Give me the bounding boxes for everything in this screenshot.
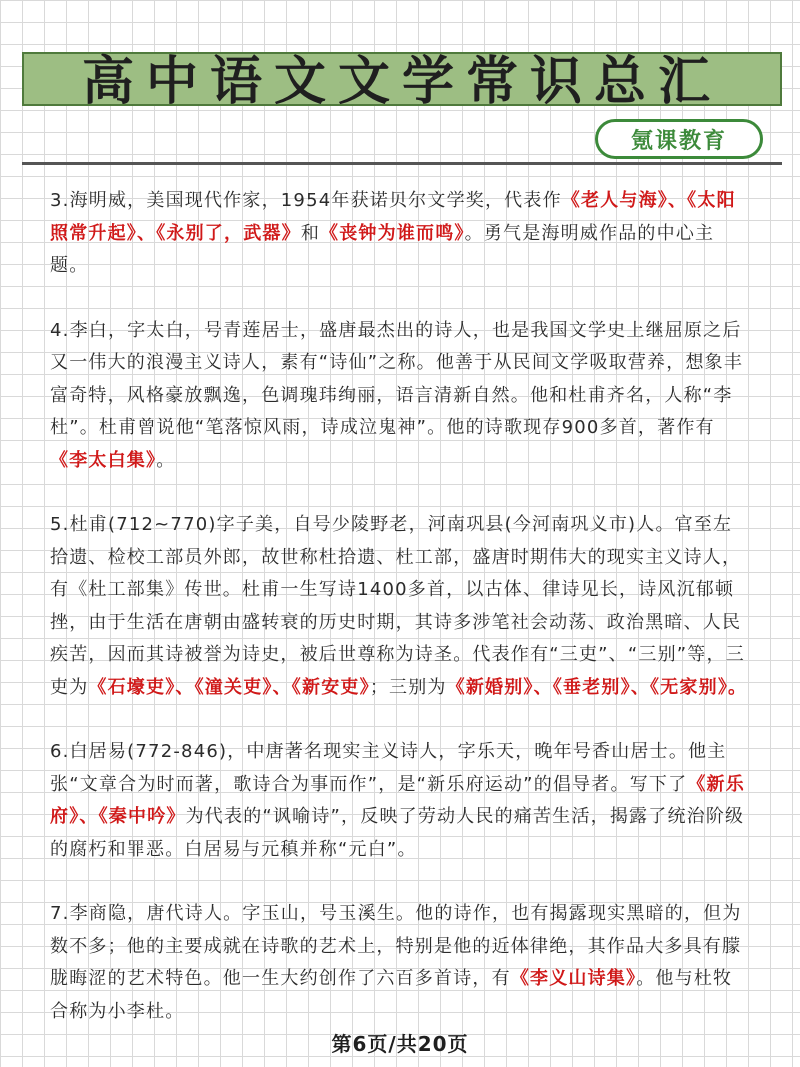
highlighted-title: 《新乐府》、《秦中吟》 xyxy=(50,773,745,827)
entry-text: 7.李商隐，唐代诗人。字玉山，号玉溪生。他的诗作，也有揭露现实黑暗的，但为数不多；他的主要成就在诗歌的艺术上，特别是他的近体律绝，其作品大多具有朦胧晦涩的艺术特色。他一生大约创作了六百多首诗，有 xyxy=(50,903,742,989)
highlighted-title: 《老人与海》、《太阳照常升起》、《永别了，武器》 xyxy=(50,190,736,244)
page-title: 高中语文文学常识总汇 xyxy=(81,50,722,112)
entry-paragraph xyxy=(50,509,750,704)
entry-paragraph xyxy=(50,736,750,866)
brand-name: 氪课教育 xyxy=(630,128,727,154)
highlighted-title: 《李义山诗集》 xyxy=(510,968,637,989)
entry-text: 5.杜甫(712~770)字子美，自号少陵野老，河南巩县(今河南巩义市)人。官至左拾遗、检校工部员外郎，故世称杜拾遗、杜工部，盛唐时期伟大的现实主义诗人，有《杜工部集》传世。杜甫一生写诗1400多首，以古体、律诗见长，诗风沉郁顿挫，由于生活在唐朝由盛转衰的历史时期，其诗多涉笔社会动荡、政治黑暗、人民疾苦，因而其诗被誉为诗史，被后世尊称为诗圣。代表作有“三吏”、“三别”等，三吏为 xyxy=(50,514,745,698)
header-divider xyxy=(22,162,782,165)
highlighted-title: 《丧钟为谁而鸣》 xyxy=(320,222,465,244)
title-banner xyxy=(22,50,782,112)
entry-text: 。勇气是海明威作品的中心主题。 xyxy=(50,222,715,276)
entry-text: 4.李白，字太白，号青莲居士，盛唐最杰出的诗人，也是我国文学史上继屈原之后又一伟大的浪漫主义诗人，素有“诗仙”之称。他善于从民间文学吸取营养，想象丰富奇特，风格豪放飘逸，色调瑰玮绚丽，语言清新自然。他和杜甫齐名，人称“李杜”。杜甫曾说他“笔落惊风雨，诗成泣鬼神”。他的诗歌现存900多首，著作有 xyxy=(50,319,744,438)
entry-text: 和 xyxy=(300,222,321,244)
entry-paragraph xyxy=(50,315,750,478)
highlighted-title: 《新婚别》、《垂老别》、《无家别》。 xyxy=(446,676,748,698)
entry-text: 6.白居易(772-846)，中唐著名现实主义诗人，字乐天，晚年号香山居士。他主张“文章合为时而著，歌诗合为事而作”，是“新乐府运动”的倡导者。写下了 xyxy=(50,741,727,795)
brand-badge xyxy=(595,119,763,159)
entry-text: 为代表的“讽喻诗”，反映了劳动人民的痛苦生活，揭露了统治阶级的腐朽和罪恶。白居易与元稹并称“元白”。 xyxy=(50,806,745,860)
entry-text: ；三别为 xyxy=(369,676,447,698)
highlighted-title: 《石壕吏》、《潼关吏》、《新安吏》 xyxy=(88,676,370,698)
entry-text: 。 xyxy=(156,449,176,471)
page-indicator: 第6页/共20页 xyxy=(331,1032,469,1056)
highlighted-title: 《李太白集》 xyxy=(50,449,157,471)
entry-paragraph xyxy=(50,185,750,283)
entry-text: 3.海明威，美国现代作家，1954年获诺贝尔文学奖，代表作 xyxy=(50,190,562,211)
entry-text: 。他与杜牧合称为小李杜。 xyxy=(50,968,733,1022)
article-body xyxy=(50,185,750,1060)
entry-paragraph xyxy=(50,898,750,1028)
